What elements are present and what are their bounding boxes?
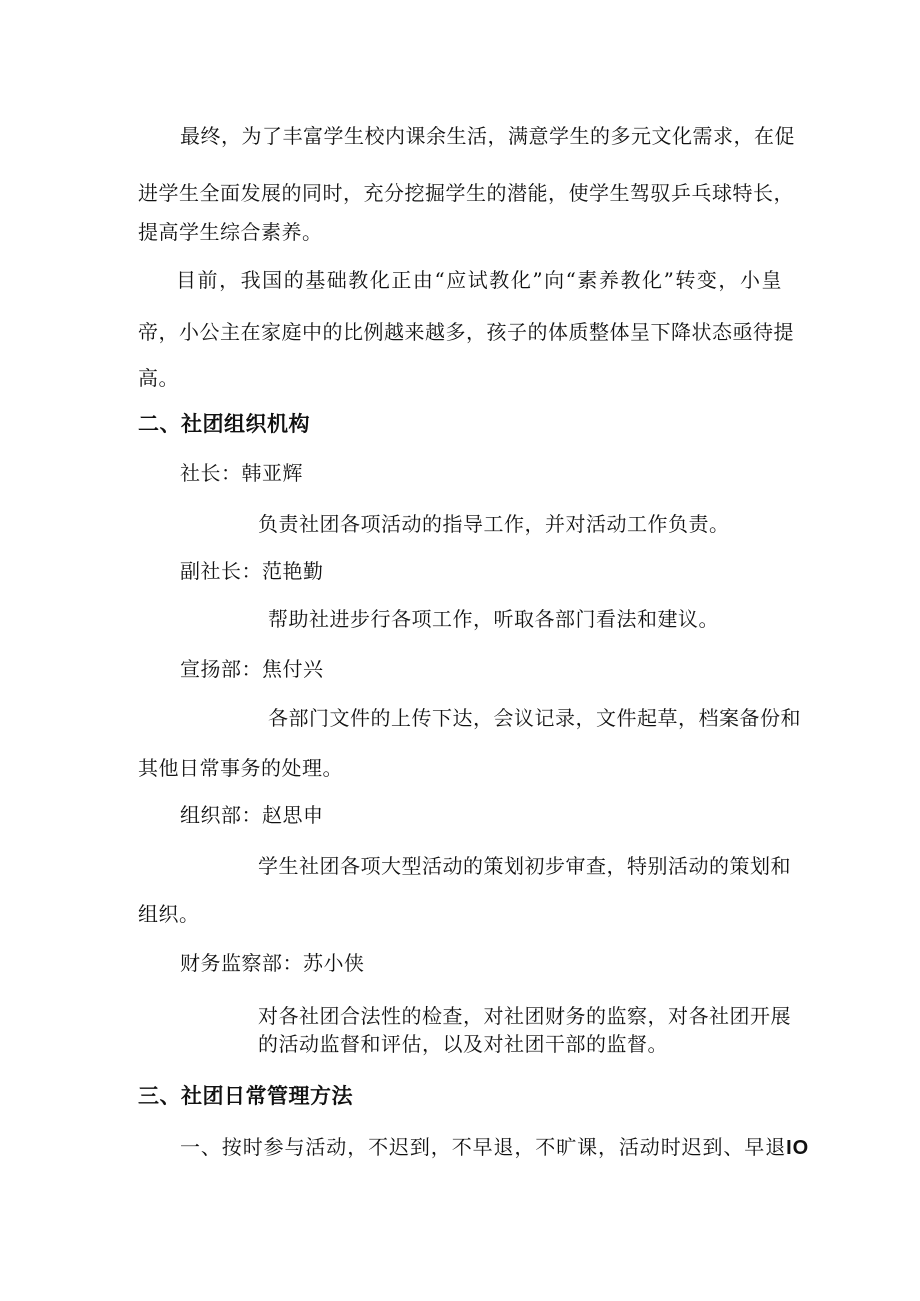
section2-heading: 二、社团组织机构	[138, 412, 310, 436]
publicity-duty-line-2: 其他日常事务的处理。	[138, 756, 343, 780]
rule1-line	[180, 1133, 810, 1162]
rule1-text: 一、按时参与活动，不迟到，不早退，不旷课，活动时迟到、早退	[180, 1135, 787, 1159]
organization-title: 组织部：赵思申	[180, 803, 324, 827]
para1-line-2: 进学生全面发展的同时，充分挖掘学生的潜能，使学生驾驭乒乓球特长，	[138, 181, 794, 205]
organization-duty-line-1: 学生社团各项大型活动的策划初步审查，特别活动的策划和	[258, 854, 791, 878]
finance-title: 财务监察部：苏小侠	[180, 951, 365, 975]
para1-line-3: 提高学生综合素养。	[138, 220, 323, 244]
vice-president-title: 副社长：范艳勤	[180, 559, 324, 583]
president-duty: 负责社团各项活动的指导工作，并对活动工作负责。	[258, 512, 730, 536]
organization-duty-line-2: 组织。	[138, 902, 200, 926]
para2-line-1: 目前，我国的基础教化正由“应试教化”向“素养教化”转变，小皇	[176, 268, 782, 292]
vice-president-duty: 帮助社进步行各项工作，听取各部门看法和建议。	[268, 607, 719, 631]
president-title: 社长：韩亚辉	[180, 461, 303, 485]
publicity-duty-line-1: 各部门文件的上传下达，会议记录，文件起草，档案备份和	[268, 706, 801, 730]
para2-line-2: 帝，小公主在家庭中的比例越来越多，孩子的体质整体呈下降状态亟待提	[138, 320, 794, 344]
para1-line-1: 最终，为了丰富学生校内课余生活，满意学生的多元文化需求，在促	[180, 124, 795, 148]
section3-heading: 三、社团日常管理方法	[138, 1084, 353, 1108]
finance-duty-line-1: 对各社团合法性的检查，对社团财务的监察，对各社团开展	[258, 1004, 791, 1028]
finance-duty-line-2: 的活动监督和评估，以及对社团干部的监督。	[258, 1032, 668, 1056]
rule1-tail: IO	[786, 1137, 810, 1159]
para2-line-3: 高。	[138, 366, 179, 390]
publicity-title: 宣扬部：焦付兴	[180, 657, 324, 681]
